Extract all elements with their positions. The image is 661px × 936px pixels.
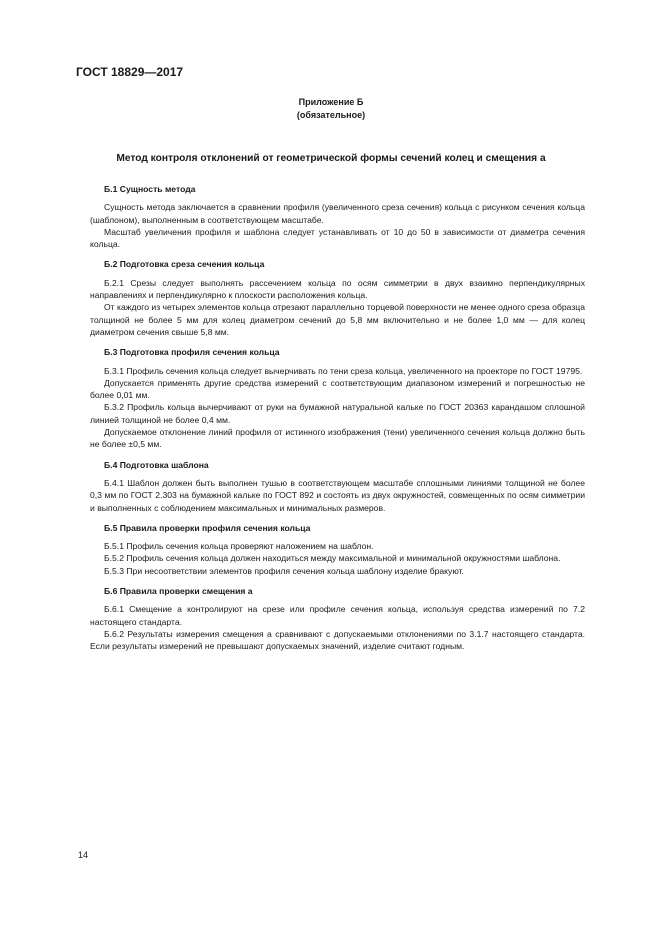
paragraph: Б.5.3 При несоответствии элементов профиля сечения кольца шаблону изделие бракуют. (104, 565, 464, 576)
paragraph: Допускается применять другие средства измерений с соответствующим диапазоном измерений и погрешностью не более 0,01 мм. (90, 377, 585, 401)
document-title: Метод контроля отклонений от геометрической формы сечений колец и смещения а (116, 153, 546, 164)
paragraph: Б.3.1 Профиль сечения кольца следует вычерчивать по тени среза кольца, увеличенного на проекторе по ГОСТ 19795. (104, 365, 583, 376)
paragraph: Б.6.1 Смещение а контролируют на срезе или профиле сечения кольца, используя средства измерений по 7.2 настоящего стандарта. (90, 604, 585, 627)
section-heading: Б.1 Сущность метода (104, 184, 196, 194)
paragraph: Сущность метода заключается в сравнении профиля (увеличенного среза сечения) кольца с рисунком сечения кольца (шаблоном), выполненным в соответствующем масштабе. (90, 202, 585, 225)
annex-status: (обязательное) (296, 110, 366, 120)
paragraph: Допускаемое отклонение линий профиля от истинного изображения (тени) увеличенного сечения кольца должно быть не более ±0,5 мм. (90, 427, 585, 450)
section-heading: Б.6 Правила проверки смещения а (104, 586, 253, 597)
paragraph: Б.5.1 Профиль сечения кольца проверяют наложением на шаблон. (104, 541, 374, 552)
annex-label: Приложение Б (298, 97, 364, 107)
standard-number: ГОСТ 18829—2017 (76, 65, 184, 79)
section-heading: Б.4 Подготовка шаблона (104, 459, 209, 470)
paragraph: Б.5.2 Профиль сечения кольца должен находиться между максимальной и минимальной окружностями шаблона. (104, 553, 561, 564)
annex-heading (76, 96, 586, 122)
section-heading: Б.5 Правила проверки профиля сечения кольца (104, 522, 311, 533)
section-heading: Б.3 Подготовка профиля сечения кольца (104, 347, 280, 358)
paragraph: Б.3.2 Профиль кольца вычерчивают от руки на бумажной натуральной кальке по ГОСТ 20363 карандашом сплошной линией толщиной не более 0,4 мм. (90, 402, 585, 425)
paragraph: Б.6.2 Результаты измерения смещения а сравнивают с допускаемыми отклонениями по 3.1.7 настоящего стандарта. Если результаты измерений не превышают допускаемых значений, изделие считают годным. (90, 628, 585, 652)
document-body (90, 183, 585, 661)
page-number: 14 (78, 850, 89, 860)
paragraph: От каждого из четырех элементов кольца отрезают параллельно торцевой поверхности не менее одного среза образца толщиной не более 5 мм для колец диаметром сечений до 5,8 мм включительно и не более 1,0 мм — для колец диаметром сечения свыше 5,8 мм. (90, 302, 585, 337)
paragraph: Б.2.1 Срезы следует выполнять рассечением кольца по осям симметрии в двух взаимно перпендикулярных направлениях и перпендикулярно к плоскости расположения кольца. (90, 277, 585, 301)
paragraph: Масштаб увеличения профиля и шаблона следует устанавливать от 10 до 50 в зависимости от диаметра сечения кольца. (90, 226, 585, 250)
section-heading: Б.2 Подготовка среза сечения кольца (104, 259, 265, 270)
paragraph: Б.4.1 Шаблон должен быть выполнен тушью в соответствующем масштабе сплошными линиями толщиной не более 0,3 мм по ГОСТ 2.303 на бумажной кальке по ГОСТ 892 и состоять из двух окружностей, совмещенных по осям симметрии и выполненных с соблюдением максимальных и минимальных размеров. (90, 477, 585, 513)
